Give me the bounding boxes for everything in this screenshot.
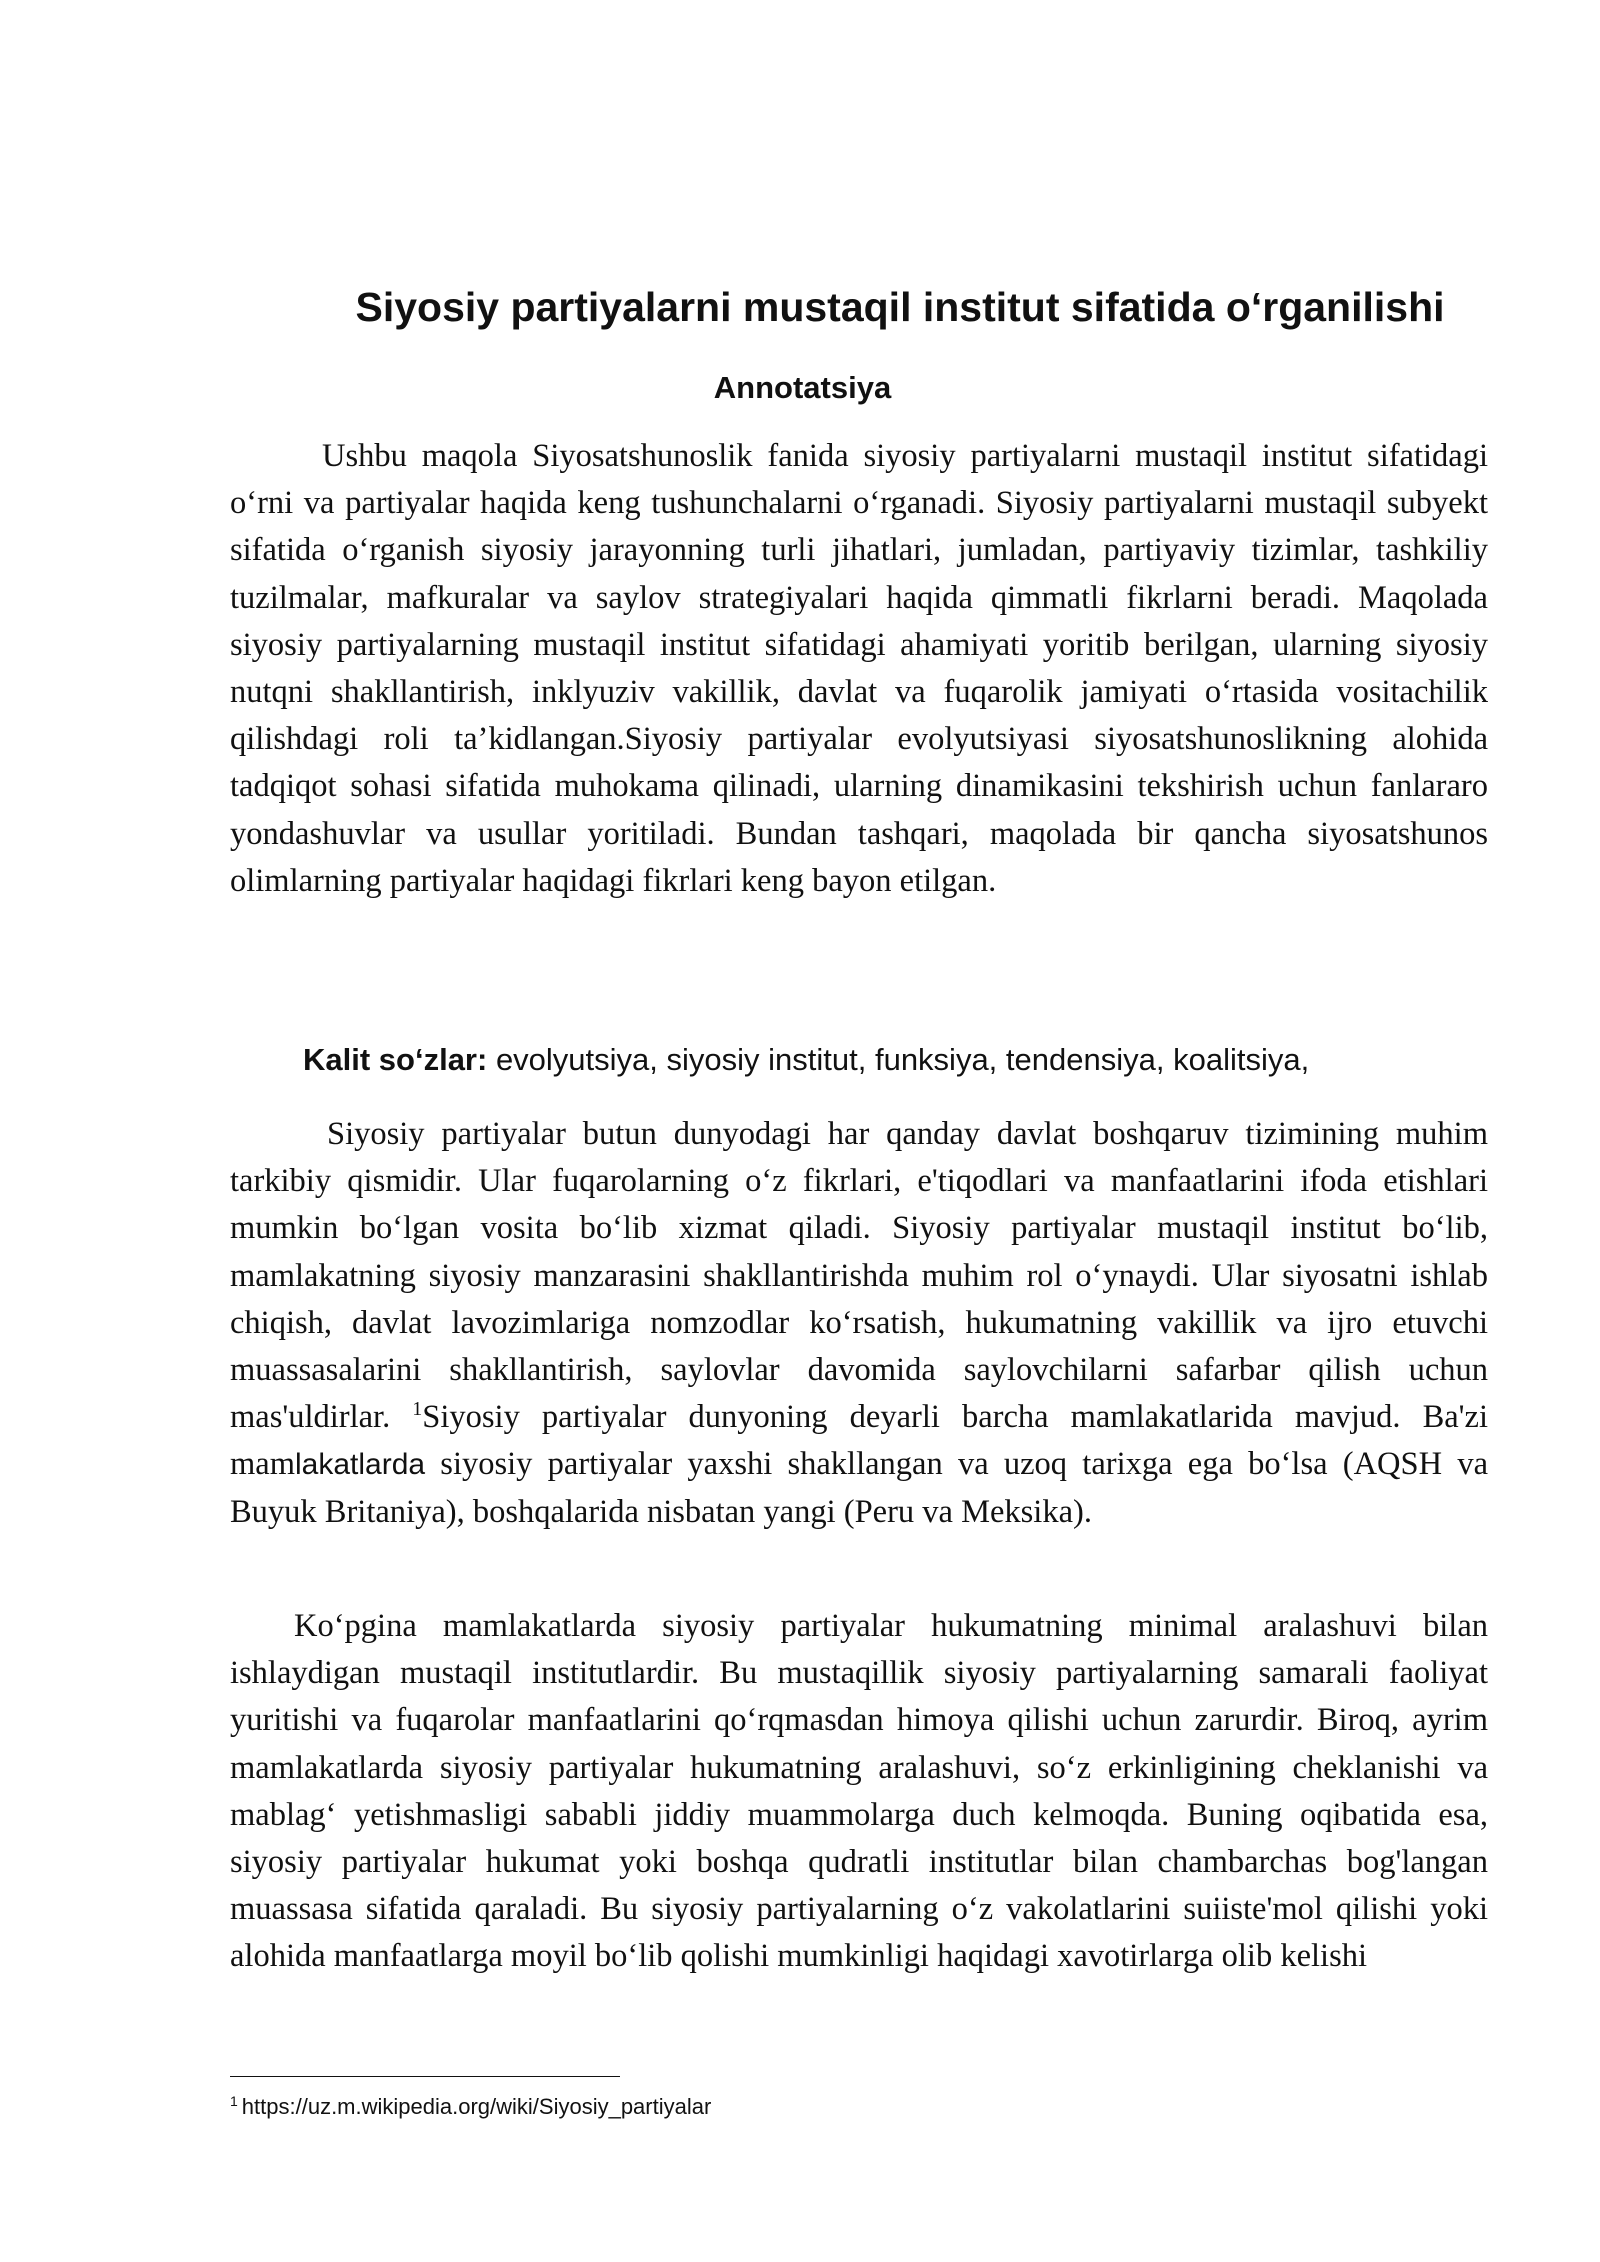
footnote-reference[interactable]: 1 xyxy=(412,1398,423,1421)
footnote xyxy=(230,2092,1430,2122)
abstract-paragraph: Ushbu maqola Siyosatshunoslik fanida siyosiy partiyalarni mustaqil institut sifatidagi o‘rni va partiyalar haqida keng tushunchalarni o‘rganadi. Siyosiy partiyalarni mustaqil subyekt sifatida o‘rganish siyosiy jarayonning turli jihatlari, jumladan, partiyaviy tizimlar, tashkiliy tuzilmalar, mafkuralar va saylov strategiyalari haqida qimmatli fikrlarni beradi. Maqolada siyosiy partiyalarning mustaqil institut sifatidagi ahamiyati yoritib berilgan, ularning siyosiy nutqni shakllantirish, inklyuziv vakillik, davlat va fuqarolik jamiyati o‘rtasida vositachilik qilishdagi roli ta’kidlangan.Siyosiy partiyalar evolyutsiyasi siyosatshunoslikning alohida tadqiqot sohasi sifatida muhokama qilinadi, ularning dinamikasini tekshirish uchun fanlararo yondashuvlar va usullar yoritiladi. Bundan tashqari, maqolada bir qancha siyosatshunos olimlarning partiyalar haqidagi fikrlari keng bayon etilgan. xyxy=(230,438,1488,899)
footnote-divider xyxy=(230,2076,620,2077)
paragraph-1-text-d: siyosiy partiyalar yaxshi shakllangan va uzoq tarixga ega bo‘lsa (AQSH va Buyuk Britaniya), boshqalarida nisbatan yangi (Peru va Meksika). xyxy=(230,1446,1488,1530)
keywords-label: Kalit so‘zlar: xyxy=(303,1042,488,1077)
footnote-number: 1 xyxy=(230,2092,238,2109)
body-paragraph-1 xyxy=(230,1111,1488,1536)
paragraph-1-text-a: Siyosiy partiyalar butun dunyodagi har qanday davlat boshqaruv tizimining muhim tarkibiy qismidir. Ular fuqarolarning o‘z fikrlari, e'tiqodlari va manfaatlarini ifoda etishlari mumkin bo‘lgan vosita bo‘lib xizmat qiladi. Siyosiy partiyalar mustaqil institut bo‘lib, mamlakatning siyosiy manzarasini shakllantirishda muhim rol o‘ynaydi. Ular siyosatni ishlab chiqish, davlat lavozimlariga nomzodlar ko‘rsatish, hukumatning vakillik va ijro etuvchi muassasalarini shakllantirish, saylovlar davomida saylovchilarni safarbar qilish uchun mas'uldirlar. xyxy=(230,1116,1488,1436)
abstract-heading: Annotatsiya xyxy=(713,370,892,405)
keywords-list: evolyutsiya, siyosiy institut, funksiya, tendensiya, koalitsiya, xyxy=(487,1042,1310,1077)
keywords-line xyxy=(303,1040,1503,1080)
body-paragraph-2: Ko‘pgina mamlakatlarda siyosiy partiyalar hukumatning minimal aralashuvi bilan ishlaydigan mustaqil institutlardir. Bu mustaqillik siyosiy partiyalarning samarali faoliyat yuritishi va fuqarolar manfaatlarini qo‘rqmasdan himoya qilishi uchun zarurdir. Biroq, ayrim mamlakatlarda siyosiy partiyalar hukumatning aralashuvi, so‘z erkinligining cheklanishi va mablag‘ yetishmasligi sababli jiddiy muammolarga duch kelmoqda. Buning oqibatida esa, siyosiy partiyalar hukumat yoki boshqa qudratli institutlar bilan chambarchas bog'langan muassasa sifatida qaraladi. Bu siyosiy partiyalarning o‘z vakolatlarini suiiste'mol qilishi yoki alohida manfaatlarga moyil bo‘lib qolishi mumkinligi haqidagi xavotirlarga olib kelishi xyxy=(230,1608,1488,1975)
document-title: Siyosiy partiyalarni mustaqil institut sifatida o‘rganilishi xyxy=(355,284,1445,330)
footnote-link[interactable]: https://uz.m.wikipedia.org/wiki/Siyosiy_partiyalar xyxy=(241,2094,712,2119)
paragraph-1-text-b: Siyosiy partiyalar dunyoning deyarli barcha mamlakatlarida mavjud. Ba'zi mam xyxy=(230,1399,1488,1483)
paragraph-1-text-c: lakatlarda xyxy=(294,1448,426,1482)
